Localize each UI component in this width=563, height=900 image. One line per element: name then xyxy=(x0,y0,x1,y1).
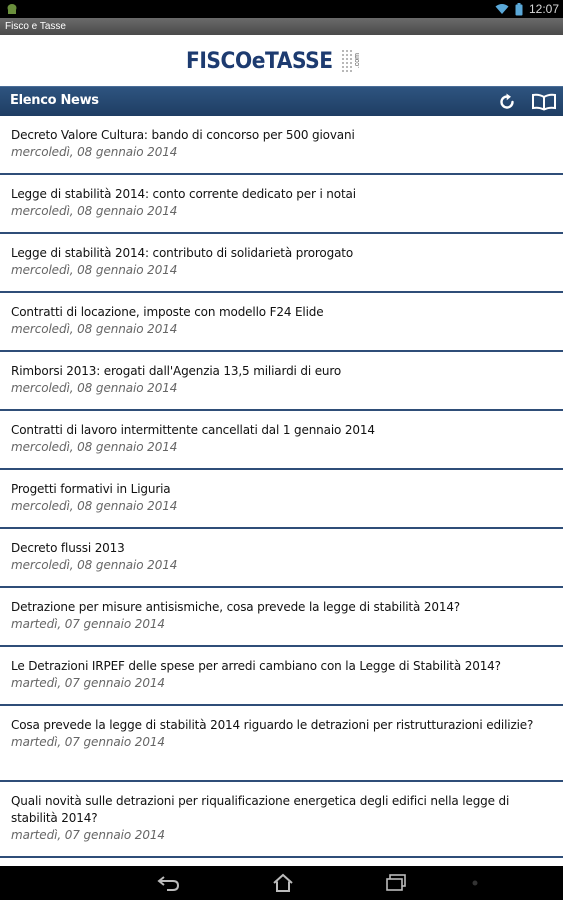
refresh-icon xyxy=(497,92,517,112)
news-item[interactable] xyxy=(0,116,563,175)
recent-apps-button[interactable] xyxy=(384,873,408,893)
news-date: mercoledì, 08 gennaio 2014 xyxy=(11,263,178,277)
logo-grid-icon xyxy=(341,49,353,73)
news-title: Contratti di lavoro intermittente cancellati dal 1 gennaio 2014 xyxy=(11,423,375,437)
news-title: Contratti di locazione, imposte con modello F24 Elide xyxy=(11,305,324,319)
news-title: Le Detrazioni IRPEF delle spese per arredi cambiano con la Legge di Stabilità 2014? xyxy=(11,659,501,673)
menu-dot-icon xyxy=(472,880,478,886)
news-item[interactable] xyxy=(0,234,563,293)
news-date: mercoledì, 08 gennaio 2014 xyxy=(11,558,178,572)
news-date: martedì, 07 gennaio 2014 xyxy=(11,735,165,749)
news-list xyxy=(0,116,563,858)
news-item[interactable] xyxy=(0,782,563,858)
clock: 12:07 xyxy=(528,2,559,16)
news-title: Legge di stabilità 2014: contributo di solidarietà prorogato xyxy=(11,246,354,260)
app-logo xyxy=(186,48,361,74)
news-date: martedì, 07 gennaio 2014 xyxy=(11,617,165,631)
home-button[interactable] xyxy=(271,873,295,893)
news-item[interactable] xyxy=(0,175,563,234)
home-icon xyxy=(272,873,294,893)
battery-icon xyxy=(515,3,523,16)
system-nav-bar xyxy=(0,866,563,900)
news-title: Cosa prevede la legge di stabilità 2014 riguardo le detrazioni per ristrutturazioni edilizie? xyxy=(11,718,534,732)
news-date: mercoledì, 08 gennaio 2014 xyxy=(11,499,178,513)
wifi-icon xyxy=(495,3,509,15)
news-date: mercoledì, 08 gennaio 2014 xyxy=(11,440,178,454)
back-icon xyxy=(157,875,181,891)
news-date: mercoledì, 08 gennaio 2014 xyxy=(11,381,178,395)
back-button[interactable] xyxy=(156,873,182,893)
news-title: Decreto flussi 2013 xyxy=(11,541,125,555)
news-title: Legge di stabilità 2014: conto corrente dedicato per i notai xyxy=(11,187,356,201)
book-button[interactable] xyxy=(531,91,557,113)
news-item[interactable] xyxy=(0,293,563,352)
logo-text: FISCOeTASSE xyxy=(186,48,333,74)
status-bar xyxy=(0,0,563,18)
news-item[interactable] xyxy=(0,706,563,782)
news-date: mercoledì, 08 gennaio 2014 xyxy=(11,204,178,218)
news-item[interactable] xyxy=(0,647,563,706)
news-item[interactable] xyxy=(0,411,563,470)
news-title: Detrazione per misure antisismiche, cosa prevede la legge di stabilità 2014? xyxy=(11,600,461,614)
page-title: Elenco News xyxy=(10,93,99,108)
news-title: Rimborsi 2013: erogati dall'Agenzia 13,5 miliardi di euro xyxy=(11,364,342,378)
news-title: Quali novità sulle detrazioni per riqualificazione energetica degli edifici nella legge di stabilità 2014? xyxy=(11,794,510,825)
news-item[interactable] xyxy=(0,529,563,588)
news-date: martedì, 07 gennaio 2014 xyxy=(11,828,165,842)
news-item[interactable] xyxy=(0,470,563,529)
news-title: Decreto Valore Cultura: bando di concorso per 500 giovani xyxy=(11,128,355,142)
refresh-button[interactable] xyxy=(494,91,520,113)
news-date: mercoledì, 08 gennaio 2014 xyxy=(11,145,178,159)
logo-header xyxy=(0,35,563,85)
recent-apps-icon xyxy=(385,874,407,892)
android-icon xyxy=(6,3,18,15)
book-icon xyxy=(531,93,557,111)
news-date: martedì, 07 gennaio 2014 xyxy=(11,676,165,690)
news-item[interactable] xyxy=(0,352,563,411)
logo-suffix: .com xyxy=(354,53,362,69)
news-title: Progetti formativi in Liguria xyxy=(11,482,171,496)
menu-dot-button[interactable] xyxy=(470,873,480,893)
news-item[interactable] xyxy=(0,588,563,647)
window-title: Fisco e Tasse xyxy=(0,18,563,35)
news-header-bar xyxy=(0,86,563,116)
news-date: mercoledì, 08 gennaio 2014 xyxy=(11,322,178,336)
status-indicators xyxy=(495,1,559,17)
